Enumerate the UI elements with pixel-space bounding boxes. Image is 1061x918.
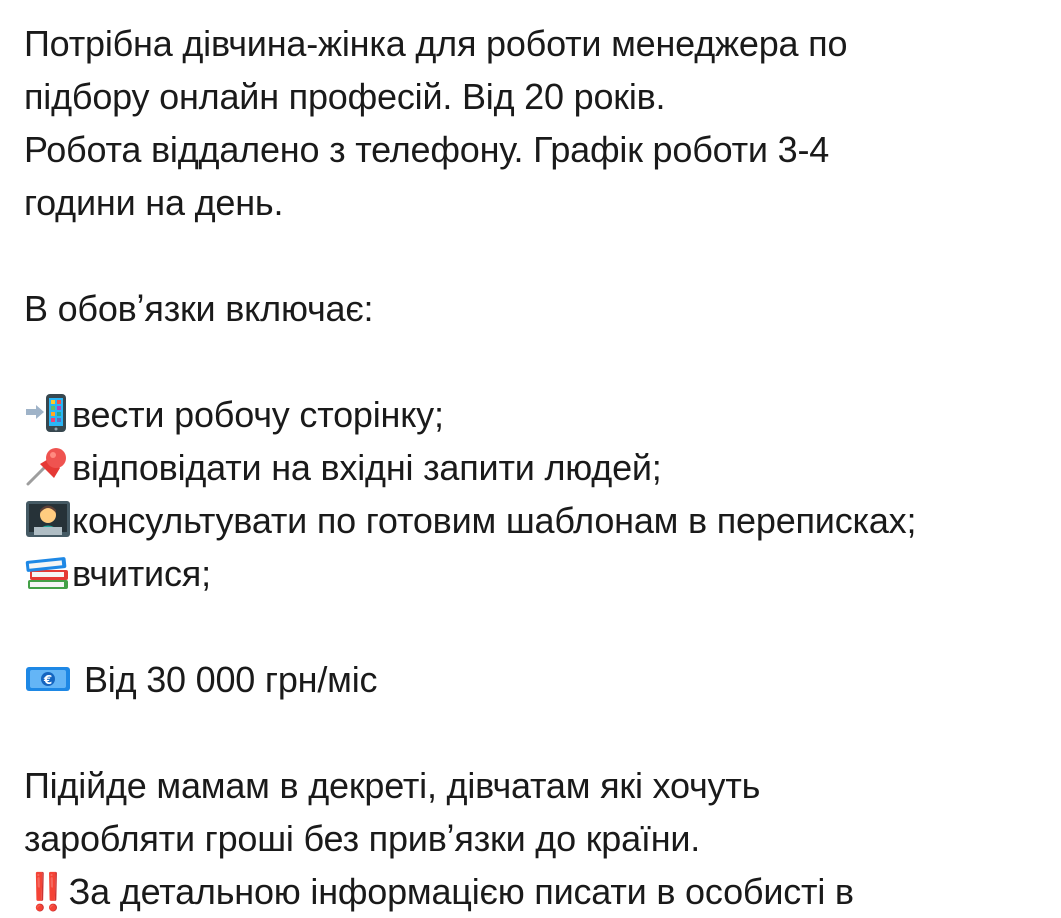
- duty-item: [24, 441, 1061, 494]
- spacer: [24, 600, 1061, 653]
- duty-item: [24, 388, 1061, 441]
- mobile-arrow-icon: [24, 393, 72, 433]
- intro-line-1: Потрібна дівчина-жінка для роботи менеджера по: [24, 23, 848, 64]
- pushpin-icon: [24, 446, 72, 486]
- duties-heading: В обовʼязки включає:: [24, 288, 374, 329]
- salary-line: [24, 653, 1061, 706]
- intro-line-4: години на день.: [24, 182, 284, 223]
- euro-banknote-icon: [24, 658, 72, 698]
- spacer: [24, 229, 1061, 282]
- duty-item: [24, 547, 1061, 600]
- intro-line-2: підбору онлайн професій. Від 20 років.: [24, 76, 666, 117]
- duty-text: відповідати на вхідні запити людей;: [72, 447, 662, 488]
- spacer: [24, 706, 1061, 759]
- outro-line-2: заробляти гроші без привʼязки до країни.: [24, 818, 701, 859]
- duty-text: консультувати по готовим шаблонам в переписках;: [72, 500, 917, 541]
- post-text: [24, 17, 1061, 918]
- duty-text: вести робочу сторінку;: [72, 394, 444, 435]
- svg-text:€: €: [43, 673, 53, 687]
- spacer: [24, 335, 1061, 388]
- books-icon: [24, 552, 72, 592]
- technologist-icon: [24, 499, 72, 539]
- intro-line-3: Робота віддалено з телефону. Графік роботи 3-4: [24, 129, 830, 170]
- outro-line-3: ‼️За детальною інформацією писати в особисті в: [24, 871, 854, 912]
- outro-line-1: Підійде мамам в декреті, дівчатам які хочуть: [24, 765, 761, 806]
- duty-item: [24, 494, 1061, 547]
- duty-text: вчитися;: [72, 553, 211, 594]
- salary-text: Від 30 000 грн/міс: [84, 659, 378, 700]
